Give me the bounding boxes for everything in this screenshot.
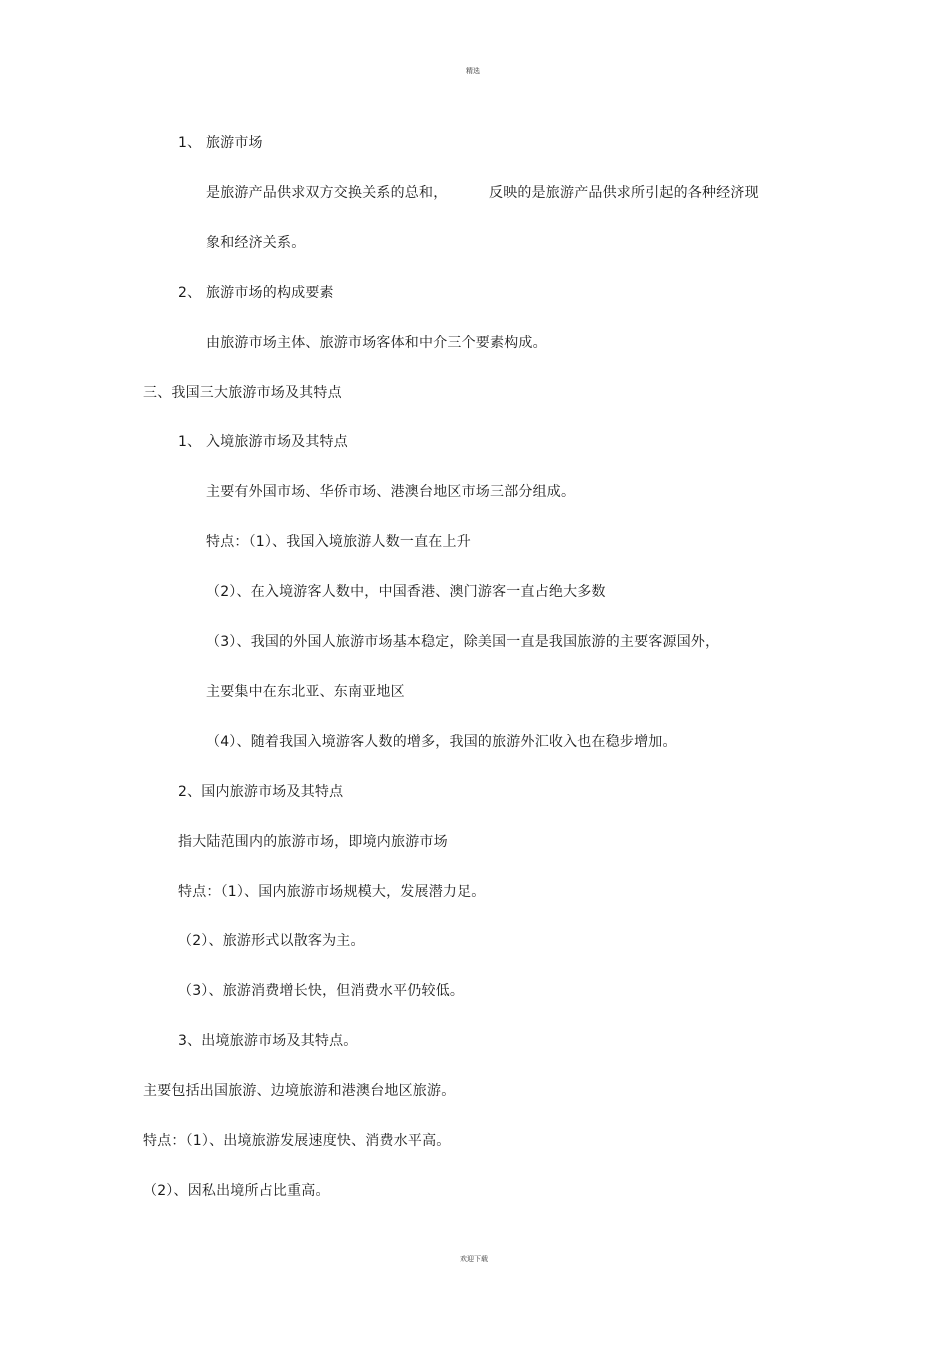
paragraph-definition-part2: 反映的是旅游产品供求所引起的各种经济现 (489, 185, 759, 201)
paragraph-definition-continued: 象和经济关系。 (206, 235, 306, 251)
outbound-feature-1: 特点：（1）、出境旅游发展速度快、消费水平高。 (143, 1133, 451, 1149)
section-heading-three-markets: 三、我国三大旅游市场及其特点 (143, 385, 342, 401)
heading-outbound-market: 3、出境旅游市场及其特点。 (178, 1033, 358, 1049)
page-header: 精选 (466, 67, 480, 75)
inbound-feature-1: 特点：（1）、我国入境旅游人数一直在上升 (206, 534, 471, 550)
inbound-feature-2: （2）、在入境游客人数中，中国香港、澳门游客一直占绝大多数 (206, 584, 606, 600)
paragraph-domestic-definition: 指大陆范围内的旅游市场，即境内旅游市场 (178, 834, 448, 850)
inbound-feature-4: （4）、随着我国入境游客人数的增多，我国的旅游外汇收入也在稳步增加。 (206, 734, 677, 750)
outbound-feature-2: （2）、因私出境所占比重高。 (143, 1183, 330, 1199)
domestic-feature-3: （3）、旅游消费增长快，但消费水平仍较低。 (178, 983, 465, 999)
heading-market-elements: 2、 旅游市场的构成要素 (178, 285, 334, 301)
heading-inbound-market: 1、 入境旅游市场及其特点 (178, 434, 348, 450)
inbound-feature-3: （3）、我国的外国人旅游市场基本稳定，除美国一直是我国旅游的主要客源国外， (206, 634, 720, 650)
paragraph-market-elements: 由旅游市场主体、旅游市场客体和中介三个要素构成。 (206, 335, 547, 351)
domestic-feature-1: 特点：（1）、国内旅游市场规模大，发展潜力足。 (178, 884, 486, 900)
paragraph-inbound-composition: 主要有外国市场、华侨市场、港澳台地区市场三部分组成。 (206, 484, 576, 500)
domestic-feature-2: （2）、旅游形式以散客为主。 (178, 933, 365, 949)
page-footer: 欢迎下载 (460, 1255, 488, 1263)
inbound-feature-3-continued: 主要集中在东北亚、东南亚地区 (206, 684, 405, 700)
paragraph-definition-part1: 是旅游产品供求双方交换关系的总和， (206, 185, 448, 201)
heading-domestic-market: 2、国内旅游市场及其特点 (178, 784, 344, 800)
paragraph-outbound-composition: 主要包括出国旅游、边境旅游和港澳台地区旅游。 (143, 1083, 456, 1099)
heading-tourism-market: 1、 旅游市场 (178, 135, 263, 151)
